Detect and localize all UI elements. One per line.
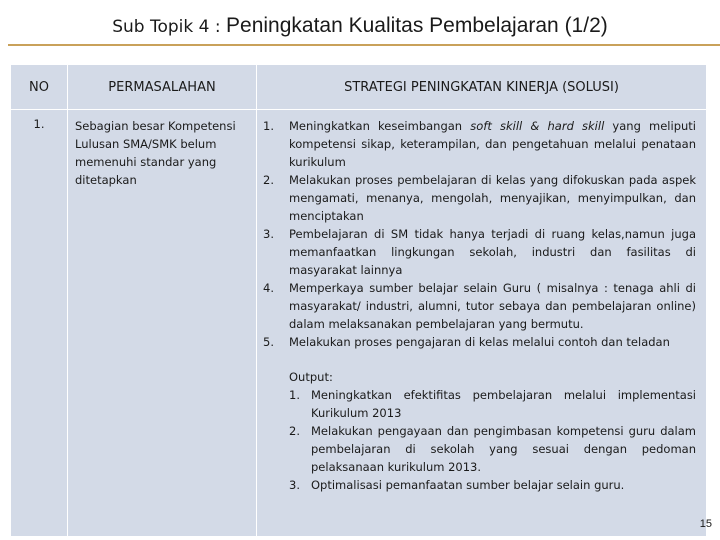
- output-section: [263, 368, 696, 494]
- table-header-row: [11, 65, 707, 110]
- strategy-item-text: Melakukan proses pembelajaran di kelas yang difokuskan pada aspek mengamati, menanya, mengolah, menyajikan, menyimpulkan, dan menciptakan: [289, 173, 696, 223]
- row-number: 1.: [11, 110, 68, 537]
- strategy-item-text: Melakukan proses pengajaran di kelas melalui contoh dan teladan: [289, 335, 670, 349]
- ampersand: &: [522, 119, 548, 133]
- output-item: [289, 422, 696, 476]
- output-label: Output:: [289, 370, 333, 384]
- header-no: NO: [11, 65, 68, 110]
- problem-cell: Sebagian besar Kompetensi Lulusan SMA/SMK belum memenuhi standar yang ditetapkan: [68, 110, 257, 537]
- strategy-item-number: 2.: [263, 173, 274, 187]
- page-number: 15: [699, 518, 712, 530]
- table-row: [11, 110, 707, 537]
- strategy-table: [10, 64, 707, 537]
- strategy-text-part: yang meliputi kompetensi sikap, keterampilan, dan pengetahuan melalui penataan kurikulum: [289, 119, 696, 169]
- strategy-cell: [257, 110, 707, 537]
- slide-title: [0, 14, 720, 38]
- title-prefix: Sub Topik 4 :: [112, 17, 227, 37]
- title-main: Peningkatan Kualitas Pembelajaran (1/2): [226, 14, 608, 37]
- output-item-text: Meningkatkan efektifitas pembelajaran melalui implementasi Kurikulum 2013: [311, 388, 696, 420]
- output-item-number: 1.: [289, 388, 300, 402]
- output-item-number: 3.: [289, 478, 300, 492]
- strategy-item-number: 5.: [263, 335, 274, 349]
- strategy-item-number: 4.: [263, 281, 274, 295]
- strategy-item: [263, 333, 696, 351]
- output-item: [289, 386, 696, 422]
- output-item: [289, 476, 696, 494]
- soft-skill-term: soft skill: [470, 119, 523, 133]
- header-strategy: STRATEGI PENINGKATAN KINERJA (SOLUSI): [257, 65, 707, 110]
- strategy-item-text: Pembelajaran di SM tidak hanya terjadi di ruang kelas,namun juga memanfaatkan lingkungan sekolah, industri dan fasilitas di masyarakat lainnya: [289, 227, 696, 277]
- hard-skill-term: hard skill: [547, 119, 605, 133]
- strategy-list: [263, 117, 696, 351]
- strategy-item-number: 1.: [263, 119, 274, 133]
- title-divider: [8, 44, 720, 46]
- strategy-item-text: [289, 117, 696, 171]
- strategy-text-part: Meningkatkan keseimbangan: [289, 119, 471, 133]
- strategy-item-text: Memperkaya sumber belajar selain Guru ( misalnya : tenaga ahli di masyarakat/ industri, alumni, tutor sebaya dan pembelajaran online) dalam melaksanakan pembelajaran yang bermutu.: [289, 281, 696, 331]
- output-item-number: 2.: [289, 424, 300, 438]
- strategy-item: [263, 225, 696, 279]
- strategy-item: [263, 171, 696, 225]
- output-item-text: Optimalisasi pemanfaatan sumber belajar selain guru.: [311, 478, 625, 492]
- strategy-item: [263, 279, 696, 333]
- output-list: [289, 386, 696, 494]
- strategy-item: [263, 117, 696, 171]
- output-item-text: Melakukan pengayaan dan pengimbasan kompetensi guru dalam pembelajaran di sekolah yang sesuai dengan pedoman pelaksanaan kurikulum 2013.: [311, 424, 696, 474]
- header-problem: PERMASALAHAN: [68, 65, 257, 110]
- strategy-item-number: 3.: [263, 227, 274, 241]
